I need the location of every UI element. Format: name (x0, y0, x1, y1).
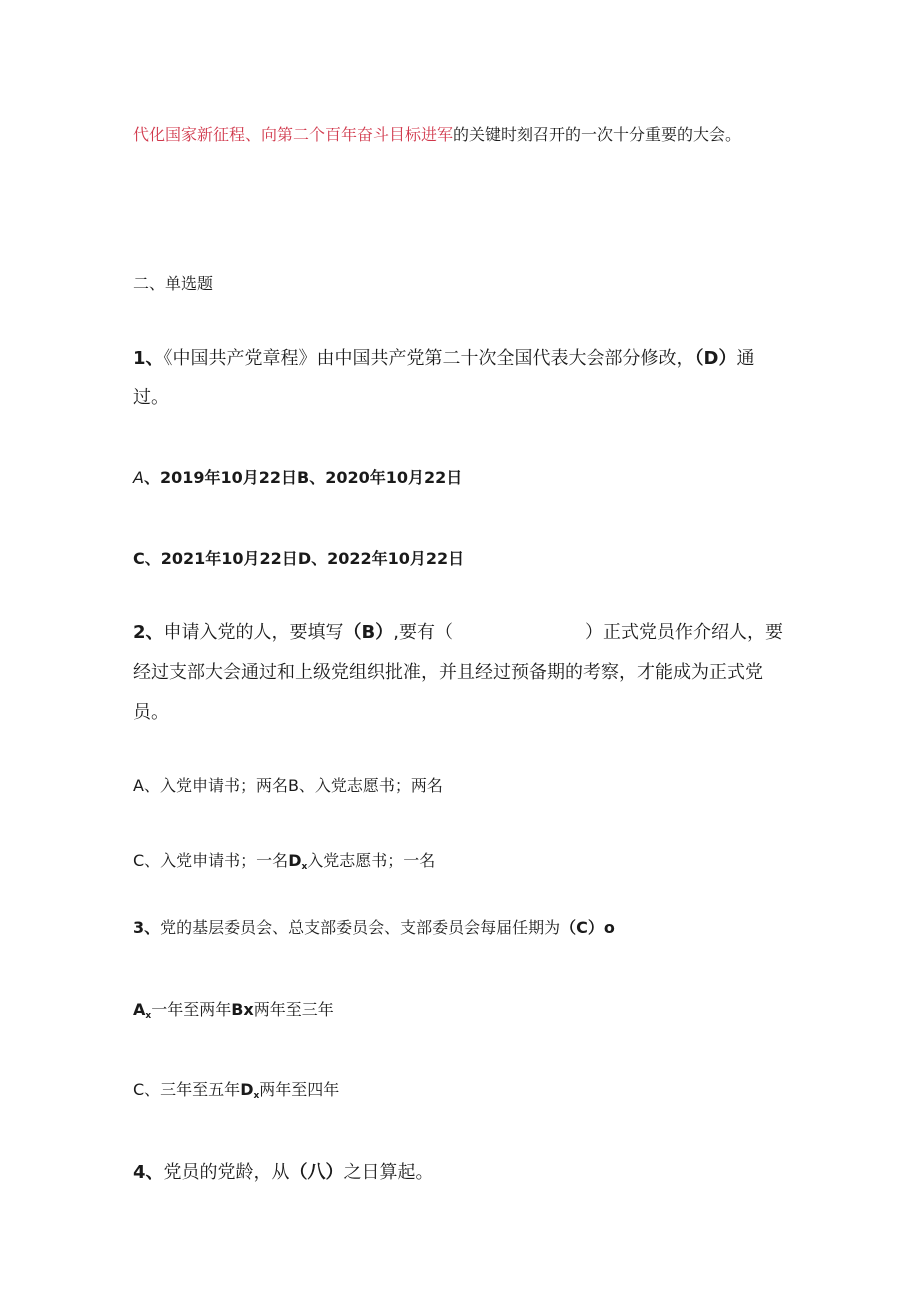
question-2-option-d-letter: D (288, 851, 302, 870)
question-3-option-c: C、三年至五年 (133, 1080, 241, 1099)
question-1-number: 1、 (133, 348, 164, 369)
question-2-text-3: ）正式党员作介绍人，要 (585, 622, 783, 643)
question-3-option-a-sub: x (145, 1011, 152, 1021)
question-1-answer: （D） (694, 348, 737, 369)
intro-line (133, 127, 741, 143)
question-2-line-3: 员。 (133, 702, 169, 723)
question-3-number: 3、 (133, 918, 161, 937)
question-3-option-d-sub: x (253, 1091, 260, 1101)
intro-highlight: 代化国家新征程、向第二个百年奋斗目标进军 (133, 125, 454, 144)
question-3-options-ab (133, 1002, 334, 1021)
question-1-options-ab (133, 470, 462, 486)
question-1-option-d: D、2022年10月22日 (297, 549, 465, 568)
question-1 (133, 350, 754, 368)
question-4 (133, 1164, 434, 1182)
question-3-answer: （C）o (560, 918, 615, 937)
question-3-option-d: 两年至四年 (259, 1080, 340, 1099)
question-3 (133, 920, 615, 936)
question-2-number: 2、 (133, 622, 164, 643)
question-1-text-end: 通 (736, 348, 755, 369)
intro-rest: 的关键时刻召开的一次十分重要的大会。 (453, 125, 742, 144)
question-3-text: 党的基层委员会、总支部委员会、支部委员会每届任期为 (160, 918, 561, 937)
question-1-line-2: 过。 (133, 387, 169, 408)
question-3-option-b: 两年至三年 (253, 1000, 334, 1019)
question-2-text-1: 申请入党的人，要填写 (163, 622, 344, 643)
question-1-option-a-letter: A (133, 468, 144, 487)
question-3-option-a: 一年至两年 (151, 1000, 232, 1019)
question-3-options-cd (133, 1082, 339, 1101)
question-3-option-b-letter: Bx (231, 1000, 254, 1019)
question-1-text: 《中国共产党章程》由中国共产党第二十次全国代表大会部分修改， (163, 348, 695, 369)
question-2-option-c: C、入党申请书；一名 (133, 851, 289, 870)
section-title: 二、单选题 (133, 274, 214, 293)
question-4-text-2: 之日算起。 (343, 1162, 434, 1183)
question-4-number: 4、 (133, 1162, 164, 1183)
question-2-options-cd (133, 853, 435, 872)
question-2-option-d-sub: x (301, 862, 308, 872)
question-2-line-2: 经过支部大会通过和上级党组织批准，并且经过预备期的考察，才能成为正式党 (133, 662, 763, 683)
question-2 (133, 624, 783, 642)
question-3-option-a-letter: A (133, 1000, 146, 1019)
question-4-answer: （八） (289, 1162, 344, 1183)
question-1-option-b: B、2020年10月22日 (297, 468, 463, 487)
question-2-option-a: A、入党申请书；两名 (133, 776, 288, 795)
question-2-answer: （B） (343, 622, 394, 643)
question-2-option-d: 入党志愿书；一名 (307, 851, 436, 870)
question-1-option-a: 、2019年10月22日 (143, 468, 298, 487)
question-4-text-1: 党员的党龄，从 (163, 1162, 290, 1183)
question-2-option-b: B、入党志愿书；两名 (287, 776, 443, 795)
question-1-option-c: C、2021年10月22日 (133, 549, 298, 568)
question-1-options-cd (133, 551, 464, 567)
question-2-text-2: ,要有（ (393, 622, 453, 643)
question-2-options-ab (133, 778, 443, 794)
question-3-option-d-letter: D (240, 1080, 254, 1099)
